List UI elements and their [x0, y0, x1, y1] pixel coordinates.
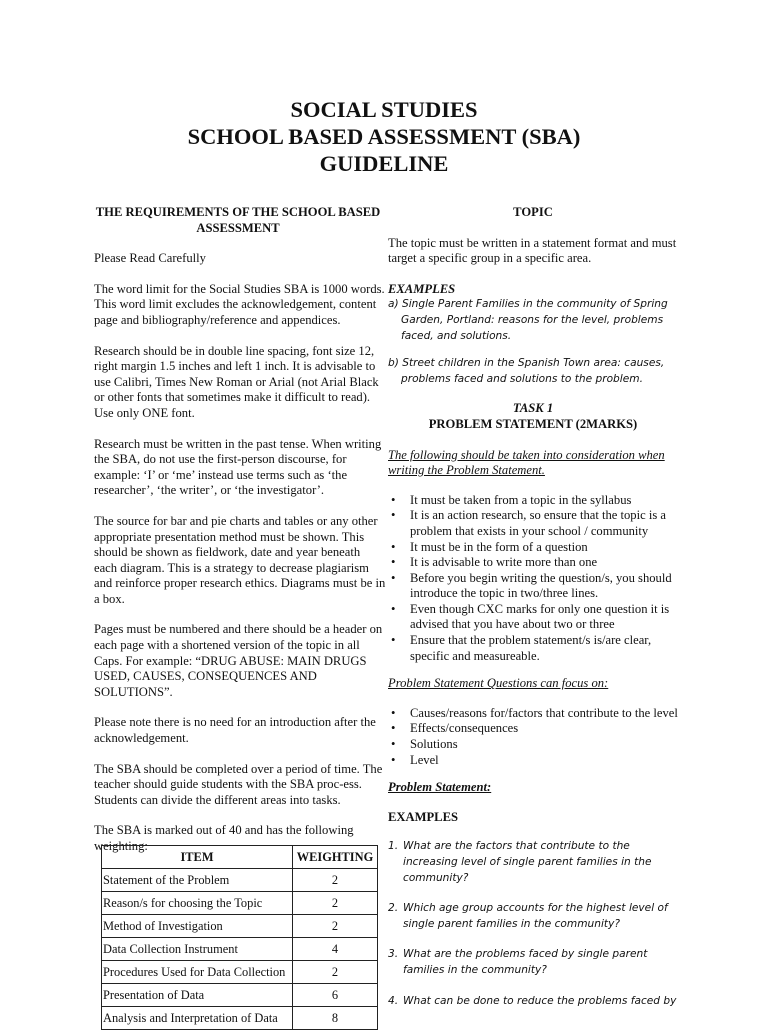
table-row	[102, 1007, 378, 1030]
table-row	[102, 869, 378, 892]
list-item: • It is advisable to write more than one	[388, 555, 678, 571]
table-cell-item: Reason/s for choosing the Topic	[102, 892, 293, 915]
problem-statement-label: Problem Statement:	[388, 780, 492, 795]
list-item: • It must be taken from a topic in the syllabus	[388, 493, 678, 509]
example-b-first-line: b) Street children in the Spanish Town area: causes,	[388, 357, 665, 370]
table-cell-weight: 2	[293, 915, 378, 938]
consideration-intro: The following should be taken into consideration when writing the Problem Statement.	[388, 447, 665, 478]
list-item: • Causes/reasons for/factors that contribute to the level	[388, 706, 678, 722]
examples-label: EXAMPLES	[388, 281, 456, 296]
list-item: • Solutions	[388, 737, 678, 753]
paragraph-tense: Research must be written in the past tense. When writing the SBA, do not use the first-person discourse, for example: ‘I’ or ‘me’ instead use terms such as ‘the researcher’, ‘the writer’, or ‘the investigator’.	[94, 436, 382, 498]
list-item: • Ensure that the problem statement/s is/are clear, specific and measureable.	[388, 633, 678, 664]
list-item	[388, 901, 678, 932]
left-column	[94, 205, 386, 870]
table-cell-item: Data Collection Instrument	[102, 938, 293, 961]
table-cell-item: Method of Investigation	[102, 915, 293, 938]
list-item	[388, 947, 678, 978]
column-header-weighting: WEIGHTING	[293, 846, 378, 869]
table-row	[102, 892, 378, 915]
question-text: What can be done to reduce the problems faced by	[403, 994, 677, 1007]
example-a-continuation: Garden, Portland: reasons for the level, problems faced, and solutions.	[401, 313, 664, 342]
topic-text: The topic must be written in a statement format and must target a specific group in a specific area.	[388, 235, 677, 266]
table-row	[102, 915, 378, 938]
example-a-first-line: a) Single Parent Families in the community of Spring	[388, 298, 668, 311]
title-line-1: SOCIAL STUDIES	[290, 97, 478, 122]
weighting-table	[101, 845, 378, 1030]
paragraph-completion: The SBA should be completed over a period of time. The teacher should guide students with the SBA proc-ess. Students can divide the different areas into tasks.	[94, 761, 383, 807]
paragraph-formatting: Research should be in double line spacing, font size 12, right margin 1.5 inches and left 1 inch. It is advisable to use Calibri, Times New Roman or Arial (not Arial Black or other fonts that sometimes make it difficult to read). Use only ONE font.	[94, 343, 379, 420]
topic-heading: TOPIC	[513, 205, 553, 219]
right-column	[388, 205, 678, 1024]
table-row	[102, 984, 378, 1007]
table-cell-item: Statement of the Problem	[102, 869, 293, 892]
example-a	[388, 297, 678, 344]
table-cell-item: Analysis and Interpretation of Data	[102, 1007, 293, 1030]
focus-intro: Problem Statement Questions can focus on:	[388, 676, 609, 691]
table-cell-item: Procedures Used for Data Collection	[102, 961, 293, 984]
table-cell-weight: 6	[293, 984, 378, 1007]
paragraph-weighting-intro: The SBA is marked out of 40 and has the following weighting:	[94, 823, 354, 853]
list-item	[388, 839, 678, 886]
list-item: • Level	[388, 753, 678, 769]
list-item: • Before you begin writing the question/s, you should introduce the topic in two/three lines.	[388, 571, 678, 602]
column-header-item: ITEM	[102, 846, 293, 869]
table-cell-weight: 2	[293, 961, 378, 984]
table-row	[102, 961, 378, 984]
table-cell-weight: 8	[293, 1007, 378, 1030]
table-cell-item: Presentation of Data	[102, 984, 293, 1007]
focus-list	[388, 706, 678, 768]
table-row	[102, 938, 378, 961]
example-b	[388, 356, 678, 387]
list-item	[388, 994, 678, 1010]
question-text: What are the problems faced by single parent families in the community?	[403, 948, 648, 976]
example-questions	[388, 839, 678, 1009]
list-item: • It must be in the form of a question	[388, 540, 678, 556]
paragraph-page-numbers: Pages must be numbered and there should be a header on each page with a shortened version of the topic in all Caps. For example: “DRUG ABUSE: MAIN DRUGS USED, CAUSES, CONSEQUENCES AND SOLUTIONS”.	[94, 622, 383, 699]
question-text: Which age group accounts for the highest level of single parent families in the community?	[403, 902, 668, 930]
examples2-label: EXAMPLES	[388, 809, 458, 824]
table-header-row	[102, 846, 378, 869]
example-b-continuation: problems faced and solutions to the problem.	[401, 372, 643, 385]
question-number: 4.	[388, 994, 399, 1007]
task-heading: TASK 1	[512, 401, 554, 416]
paragraph-read-carefully: Please Read Carefully	[94, 251, 206, 266]
table-cell-weight: 2	[293, 869, 378, 892]
table-cell-weight: 4	[293, 938, 378, 961]
list-item: • Even though CXC marks for only one question it is advised that you have about two or three	[388, 602, 678, 633]
title-line-2: SCHOOL BASED ASSESSMENT (SBA)	[187, 124, 581, 149]
task-subheading: PROBLEM STATEMENT (2MARKS)	[428, 416, 638, 431]
paragraph-word-limit: The word limit for the Social Studies SBA is 1000 words. This word limit excludes the acknowledgement, content page and bibliography/reference and appendices.	[94, 281, 385, 327]
question-text: What are the factors that contribute to the increasing level of single parent families in the community?	[403, 840, 652, 884]
consideration-list	[388, 493, 678, 665]
paragraph-no-introduction: Please note there is no need for an introduction after the acknowledgement.	[94, 715, 376, 746]
question-number: 2.	[388, 902, 399, 915]
list-item: • Effects/consequences	[388, 721, 678, 737]
question-number: 1.	[388, 840, 399, 853]
question-number: 3.	[388, 948, 399, 961]
table-cell-weight: 2	[293, 892, 378, 915]
requirements-heading: THE REQUIREMENTS OF THE SCHOOL BASED ASSESSMENT	[95, 205, 381, 235]
title-line-3: GUIDELINE	[319, 151, 449, 176]
paragraph-sources: The source for bar and pie charts and tables or any other appropriate presentation method must be shown. This should be shown as fieldwork, date and year beneath each diagram. This is a strategy to decrease plagiarism and reinforce proper research ethics. Diagrams must be in a box.	[94, 513, 386, 606]
document-title	[0, 96, 768, 177]
list-item: • It is an action research, so ensure that the topic is a problem that exists in your school / community	[388, 508, 678, 539]
